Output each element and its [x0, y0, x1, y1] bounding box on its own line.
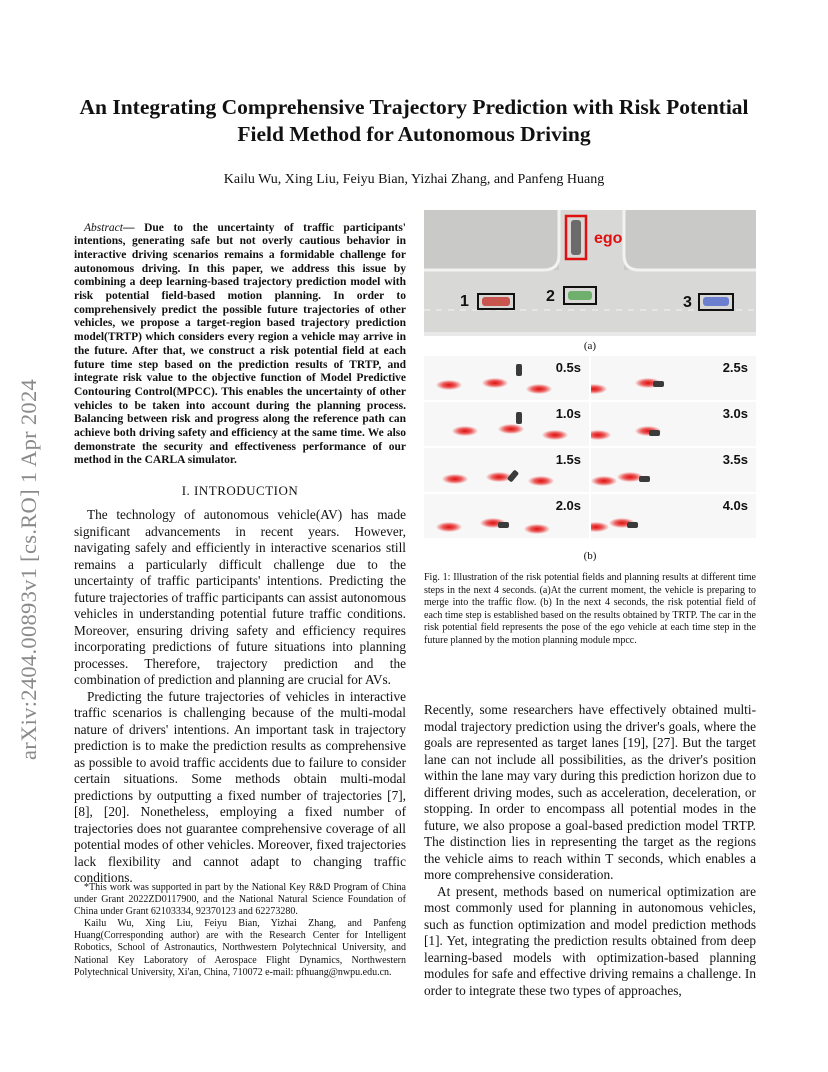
risk-blob — [498, 424, 524, 434]
intro-paragraph-2: Predicting the future trajectories of vehicles in interactive traffic scenarios is challenging because of the multi-modal nature of drivers' intentions. An important task in trajectory prediction is to make the prediction results as comprehensive as possible to avoid traffic accidents due to failure to consider certain situations. Some methods obtain multi-modal predictions by outputting a fixed number of trajectories [7], [8], [20]. Nonetheless, employing a fixed number of trajectories does not guarantee comprehensive coverage of all potential modes of other vehicles. Moreover, fixed trajectories lack flexibility and cannot adapt to changing traffic conditions. — [74, 688, 406, 886]
ego-car-marker — [507, 469, 519, 482]
paper-authors: Kailu Wu, Xing Liu, Feiyu Bian, Yizhai Zhang, and Panfeng Huang — [223, 172, 605, 187]
risk-field-4-0s — [591, 494, 756, 538]
panel-b-label: (b) — [583, 550, 597, 562]
left-column — [74, 210, 406, 887]
footnote-affiliation: Kailu Wu, Xing Liu, Feiyu Bian, Yizhai Zhang, and Panfeng Huang(Corresponding author) are with the Research Center for Intelligent Robotics, School of Astronautics, Northwestern Polytechnical University, and National Key Laboratory of Aerospace Flight Dynamics, Northwestern Polytechnical University, Xi'an, China, 710072 e-mail: pfhuang@nwpu.edu.cn. — [74, 918, 406, 978]
arxiv-identifier: arXiv:2404.00893v1 [cs.RO] 1 Apr 2024 — [16, 378, 41, 760]
car-label-3: 3 — [683, 294, 692, 311]
time-label: 2.5s — [722, 360, 748, 375]
risk-blob — [526, 384, 552, 394]
ego-car-marker — [498, 522, 509, 528]
risk-blob — [452, 426, 478, 436]
risk-blob — [591, 522, 609, 532]
car-label-1: 1 — [460, 293, 469, 310]
risk-blob — [436, 522, 462, 532]
car-label-2: 2 — [546, 288, 555, 305]
risk-blob — [528, 476, 554, 486]
right-column-text — [424, 702, 756, 999]
risk-field-3-0s — [591, 402, 756, 446]
risk-field-0-5s — [424, 356, 589, 400]
risk-field-3-5s — [591, 448, 756, 492]
time-label: 3.5s — [722, 452, 748, 467]
footnote-funding: *This work was supported in part by the National Key R&D Program of China under Grant 2022ZD0117900, and the National Natural Science Foundation of China under Grant 62103334, 92370123 and 62273280. — [74, 882, 406, 918]
section-heading-introduction: I. INTRODUCTION — [181, 483, 299, 499]
risk-field-2-0s — [424, 494, 589, 538]
ego-label: ego — [594, 230, 623, 247]
abstract-text: — Due to the uncertainty of traffic participants' intentions, generating safe but not overly cautious behavior in interactive driving scenarios remains a formidable challenge for autonomous driving. In this paper, we address this issue by combining a deep learning-based trajectory prediction model with risk potential field-based motion planning. In order to comprehensively predict the possible future trajectories of other vehicles, we propose a target-region based trajectory prediction model(TRTP) which considers every region a vehicle may arrive in the future. After that, we construct a risk potential field at each future time step based on the prediction results of TRTP, and integrate risk value to the objective function of Model Predictive Contouring Control(MPCC). This enables the uncertainty of other vehicles to be taken into account during the planning process. Balancing between risk and progress along the reference path can achieve both driving safety and efficiency at the same time. We also demonstrate the security and effectiveness performance of our method in the CARLA simulator. — [74, 221, 406, 467]
panel-a-label: (a) — [583, 340, 597, 352]
risk-field-1-5s — [424, 448, 589, 492]
paper-title: An Integrating Comprehensive Trajectory Prediction with Risk Potential Field Method for Autonomous Driving — [79, 95, 749, 146]
intro-paragraph-1: The technology of autonomous vehicle(AV) has made significant advancements in recent years. However, navigating safely and efficiently in interactive scenarios still remains a particularly difficult challenge due to the uncertainty of traffic participants' intentions. Predicting the future trajectories of traffic participants can assist autonomous vehicles in understanding potential future traffic conditions. Moreover, ensuring driving safety and efficiency requires incorporating predictions of future situations into planning processes. Therefore, trajectory prediction and the combination of prediction and planning are crucial for AVs. — [74, 507, 406, 688]
risk-blob — [482, 378, 508, 388]
time-label: 0.5s — [555, 360, 581, 375]
risk-blob — [591, 476, 617, 486]
ego-car-marker — [516, 412, 522, 424]
risk-blob — [591, 384, 607, 394]
footnotes — [74, 882, 406, 979]
right-paragraph-1: Recently, some researchers have effectively obtained multi-modal trajectory prediction using the driver's goals, where the goals are represented as target lanes [19], [27]. But the target lane can not include all possibilities, as the driver's position within the lane may vary during this prediction horizon due to different driving modes, such as acceleration, deceleration, or stopping. In order to encompass all potential modes in the future, we also propose a goal-based prediction model TRTP. The distinction lies in representing the target as the regions the vehicle aims to reach within T seconds, which enables a more comprehensive consideration. — [424, 702, 756, 882]
figure-caption: Fig. 1: Illustration of the risk potential fields and planning results at different time steps in the next 4 seconds. (a)At the current moment, the vehicle is preparing to merge into the traffic flow. (b) In the next 4 seconds, the risk potential field of each time step is established based on the results obtained by TRTP. The car in the risk potential field represents the pose of the ego vehicle at each time step in the future planned by the motion planning module mpcc. — [424, 572, 756, 646]
figure-1 — [424, 210, 756, 647]
time-label: 2.0s — [555, 498, 581, 513]
abstract — [74, 222, 406, 469]
intersection-scene — [424, 210, 756, 336]
risk-blob — [524, 524, 550, 534]
ego-car-marker — [639, 476, 650, 482]
ego-car-marker — [649, 430, 660, 436]
figure-panel-b — [424, 356, 756, 538]
figure-panel-a — [424, 210, 756, 336]
risk-field-1-0s — [424, 402, 589, 446]
risk-field-2-5s — [591, 356, 756, 400]
abstract-lead: Abstract — [84, 221, 123, 234]
time-label: 4.0s — [722, 498, 748, 513]
risk-blob — [591, 430, 611, 440]
risk-blob — [436, 380, 462, 390]
risk-blob — [442, 474, 468, 484]
risk-blob — [542, 430, 568, 440]
time-label: 1.0s — [555, 406, 581, 421]
ego-car-marker — [627, 522, 638, 528]
time-label: 3.0s — [722, 406, 748, 421]
right-paragraph-2: At present, methods based on numerical optimization are most commonly used for planning in autonomous vehicles, such as function optimization and model prediction methods [1]. Yet, integrating the prediction results obtained from deep learning-based models with optimization-based planning modules for safe and effective driving remains a challenge. In order to integrate these two types of approaches, — [424, 883, 756, 998]
ego-car-marker — [653, 381, 664, 387]
time-label: 1.5s — [555, 452, 581, 467]
ego-car-marker — [516, 364, 522, 376]
